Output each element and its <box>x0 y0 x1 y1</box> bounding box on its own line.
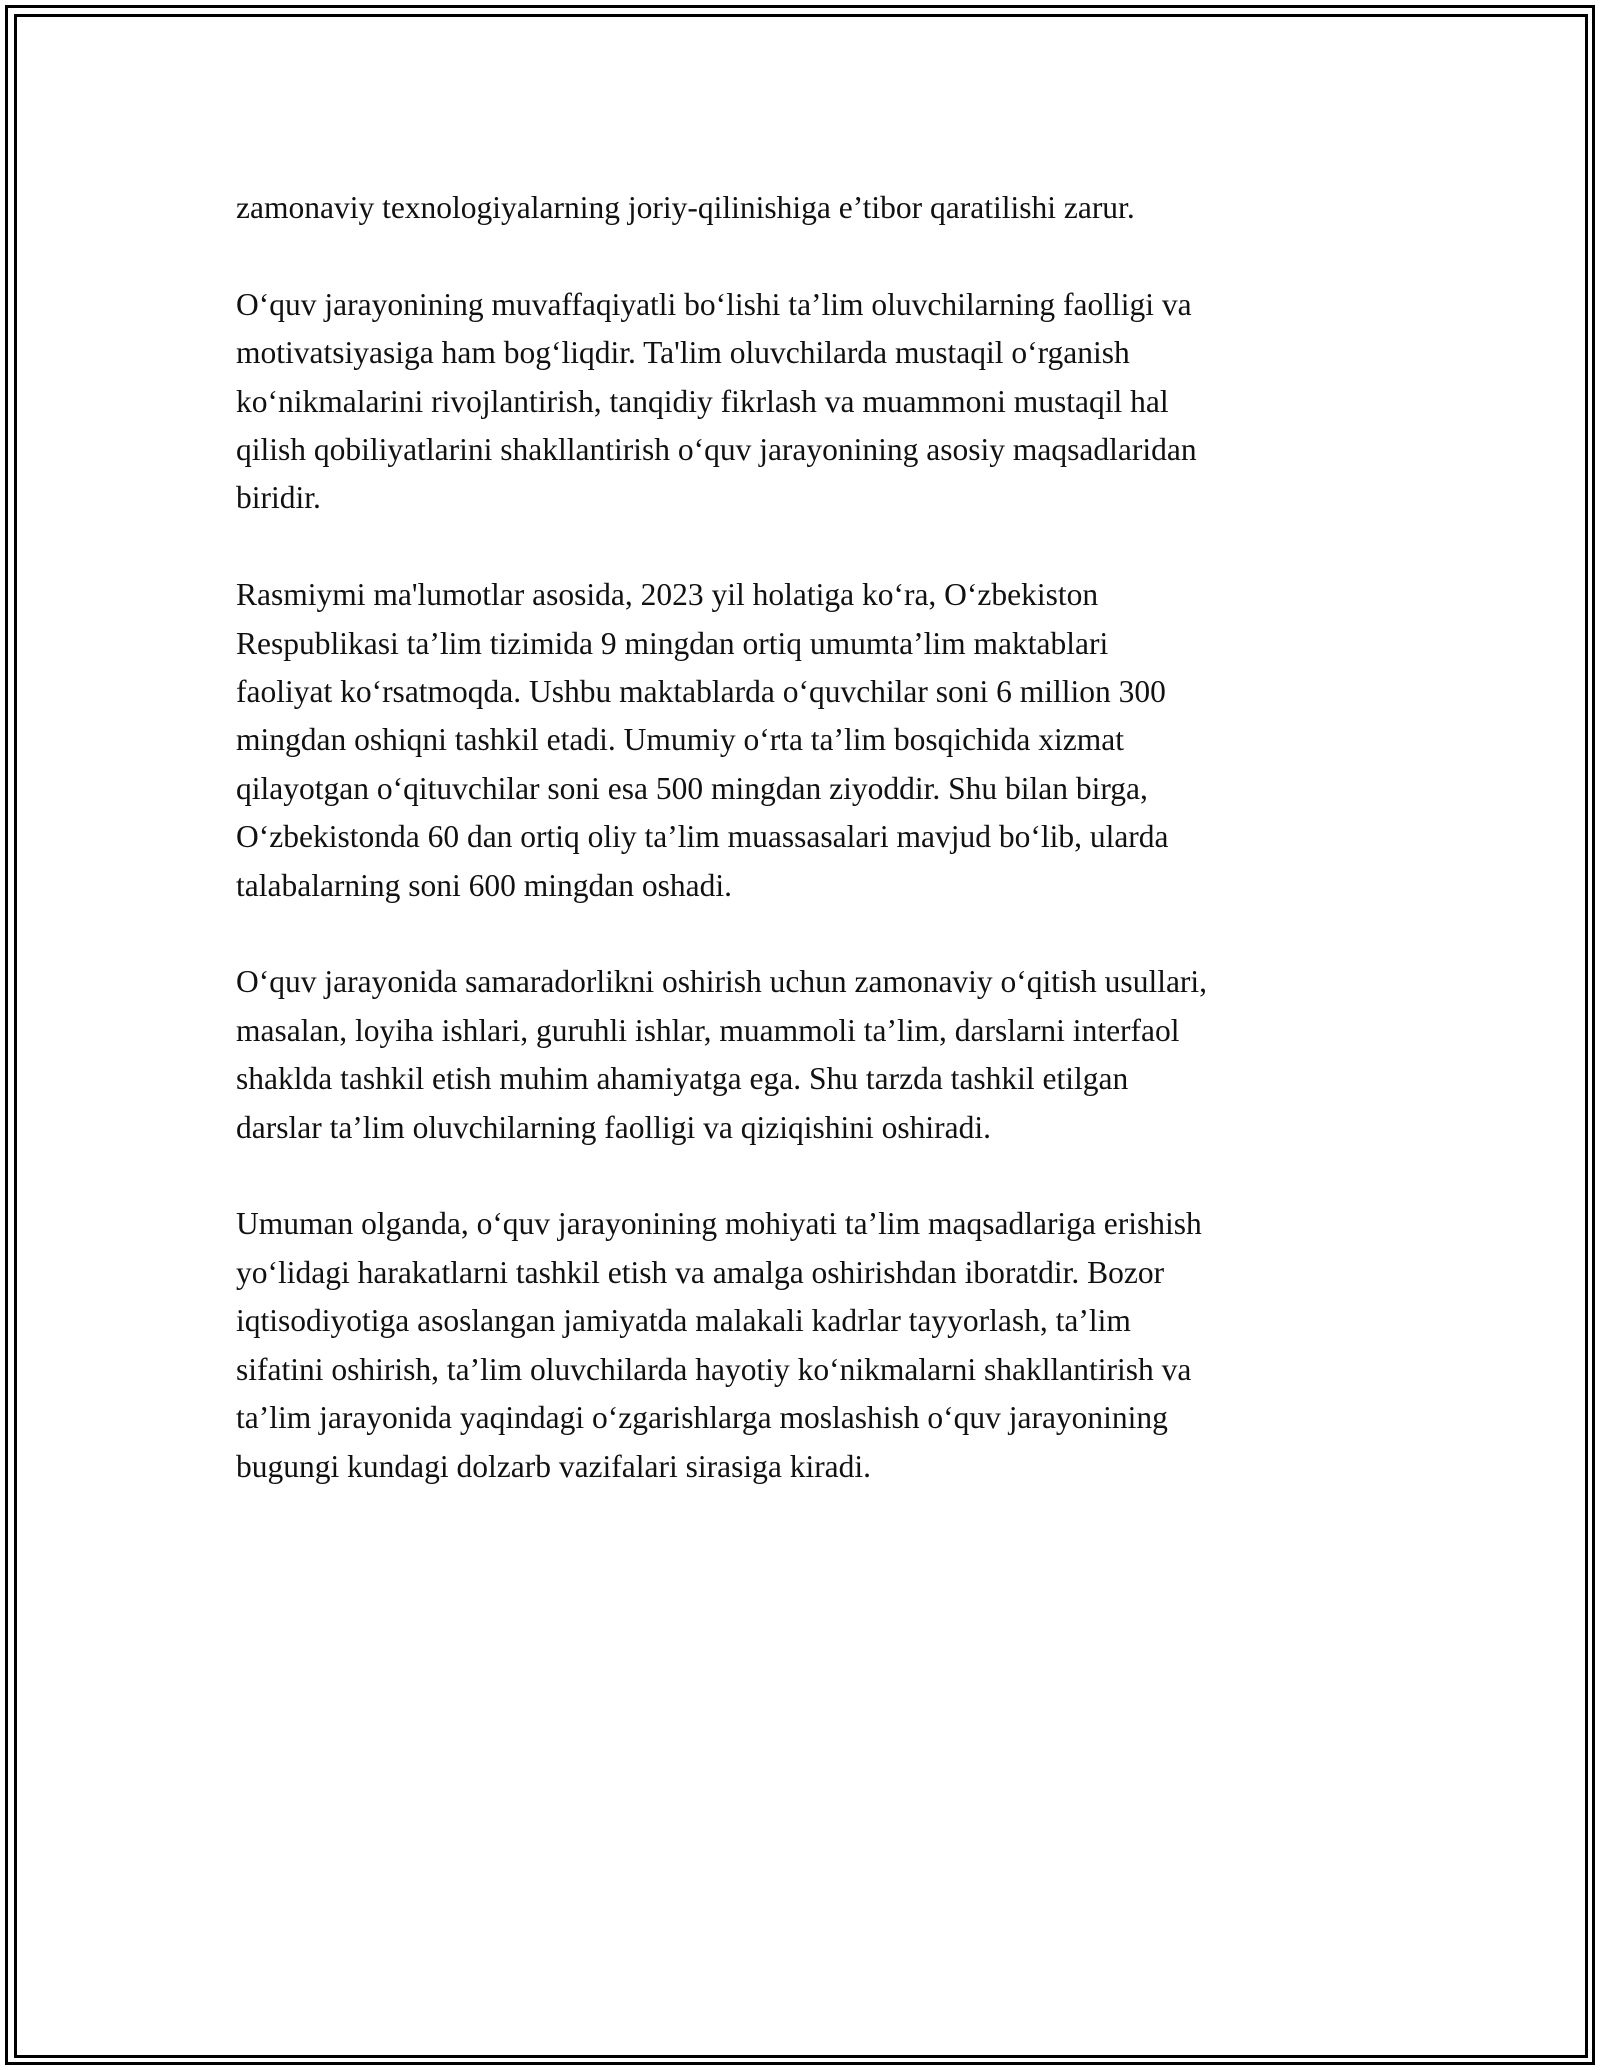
paragraph-2: O‘quv jarayonining muvaffaqiyatli bo‘lishi ta’lim oluvchilarning faolligi va motivatsiyasiga ham bog‘liqdir. Ta'lim oluvchilarda mustaqil o‘rganish ko‘nikmalarini rivojlantirish, tanqidiy fikrlash va muammoni mustaqil hal qilish qobiliyatlarini shakllantirish o‘quv jarayonining asosiy maqsadlaridan biridir. <box>236 286 1197 516</box>
paragraph-5: Umuman olganda, o‘quv jarayonining mohiyati ta’lim maqsadlariga erishish yo‘lidagi harakatlarni tashkil etish va amalga oshirishdan iboratdir. Bozor iqtisodiyotiga asoslangan jamiyatda malakali kadrlar tayyorlash, ta’lim sifatini oshirish, ta’lim oluvchilarda hayotiy ko‘nikmalarni shakllantirish va ta’lim jarayonida yaqindagi o‘zgarishlarga moslashish o‘quv jarayonining bugungi kundagi dolzarb vazifalari sirasiga kiradi. <box>236 1206 1202 1484</box>
paragraph-1: zamonaviy texnologiyalarning joriy-qilinishiga e’tibor qaratilishi zarur. <box>236 190 1135 225</box>
paragraph-3: Rasmiymi ma'lumotlar asosida, 2023 yil holatiga ko‘ra, O‘zbekiston Respublikasi ta’lim tizimida 9 mingdan ortiq umumta’lim maktablari faoliyat ko‘rsatmoqda. Ushbu maktablarda o‘quvchilar soni 6 million 300 mingdan oshiqni tashkil etadi. Umumiy o‘rta ta’lim bosqichida xizmat qilayotgan o‘qituvchilar soni esa 500 mingdan ziyoddir. Shu bilan birga, O‘zbekistonda 60 dan ortiq oliy ta’lim muassasalari mavjud bo‘lib, ularda talabalarning soni 600 mingdan oshadi. <box>236 577 1169 903</box>
document-body <box>236 184 1376 1539</box>
paragraph-4: O‘quv jarayonida samaradorlikni oshirish uchun zamonaviy o‘qitish usullari, masalan, loyiha ishlari, guruhli ishlar, muammoli ta’lim, darslarni interfaol shaklda tashkil etish muhim ahamiyatga ega. Shu tarzda tashkil etilgan darslar ta’lim oluvchilarning faolligi va qiziqishini oshiradi. <box>236 964 1208 1145</box>
